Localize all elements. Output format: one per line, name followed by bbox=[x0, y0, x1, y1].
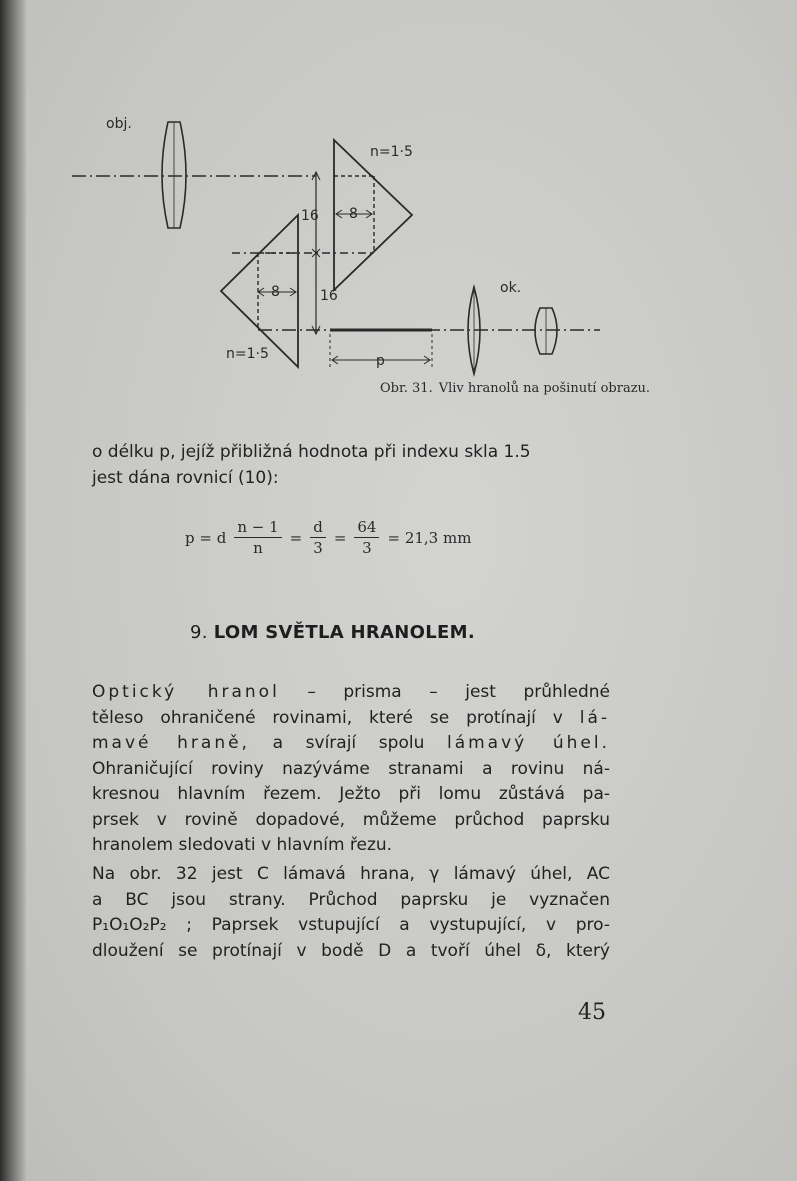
label-obj: obj. bbox=[106, 116, 132, 132]
fraction: $\frac{64}{3}$ bbox=[354, 518, 379, 557]
fraction: $\frac{d}{3}$ bbox=[310, 518, 326, 557]
text-line: hranolem sledovati v hlavním řezu. bbox=[92, 835, 393, 855]
label-ok: ok. bbox=[500, 280, 522, 296]
text-line: kresnou hlavním řezem. Ježto při lomu zůstává pa- bbox=[92, 784, 610, 804]
figure-caption bbox=[380, 381, 656, 396]
fraction: $\frac{n - 1}{n}$ bbox=[234, 518, 281, 557]
section-heading bbox=[190, 622, 475, 643]
equation-result: = 21,3 mm bbox=[387, 528, 472, 547]
text-line: o délku p, jejíž přibližná hodnota při indexu skla 1.5 bbox=[92, 442, 531, 462]
paragraph-intro bbox=[92, 440, 610, 491]
text-line: mavé hraně, a svírají spolu lámavý úhel. bbox=[92, 733, 610, 753]
upper-prism bbox=[334, 140, 412, 290]
text-line: P₁O₁O₂P₂ ; Paprsek vstupující a vystupující, v pro- bbox=[92, 915, 610, 935]
text-line: jest dána rovnicí (10): bbox=[92, 467, 279, 488]
caption-text: Vliv hranolů na pošinutí obrazu. bbox=[438, 381, 651, 396]
label-n-top: n=1·5 bbox=[370, 144, 413, 160]
section-title: LOM SVĚTLA HRANOLEM. bbox=[213, 622, 475, 643]
paragraph-definition bbox=[92, 680, 610, 859]
label-p: p bbox=[376, 353, 385, 369]
text-line: Ohraničující roviny nazýváme stranami a rovinu ná- bbox=[92, 758, 610, 779]
paragraph-figure-32 bbox=[92, 862, 610, 964]
text-line: dloužení se protínají v bodě D a tvoří úhel δ, který bbox=[92, 940, 610, 961]
figure-prism-displacement bbox=[0, 0, 797, 400]
text-line: Optický hranol – prisma – jest průhledné bbox=[92, 682, 610, 702]
text-line: prsek v rovině dopadové, můžeme průchod paprsku bbox=[92, 809, 610, 830]
label-8-top: 8 bbox=[349, 206, 358, 222]
label-n-bottom: n=1·5 bbox=[226, 346, 269, 362]
label-16-bottom: 16 bbox=[320, 288, 338, 304]
text-line: těleso ohraničené rovinami, které se protínají v lá- bbox=[92, 707, 610, 728]
text-line: Na obr. 32 jest C lámavá hrana, γ lámavý úhel, AC bbox=[92, 864, 610, 884]
caption-number: Obr. 31. bbox=[380, 381, 433, 396]
equation-shift: p = d $\frac{n - 1}{n}$ = $\frac{d}{3}$ = $\frac{64}{3}$ = 21,3 mm bbox=[185, 518, 472, 557]
label-16-top: 16 bbox=[301, 208, 319, 224]
label-8-bottom: 8 bbox=[271, 284, 280, 300]
equation-lhs: p = d bbox=[185, 528, 227, 547]
page-number: 45 bbox=[578, 1000, 606, 1025]
text-line: a BC jsou strany. Průchod paprsku je vyznačen bbox=[92, 889, 610, 910]
section-number: 9. bbox=[190, 622, 208, 643]
